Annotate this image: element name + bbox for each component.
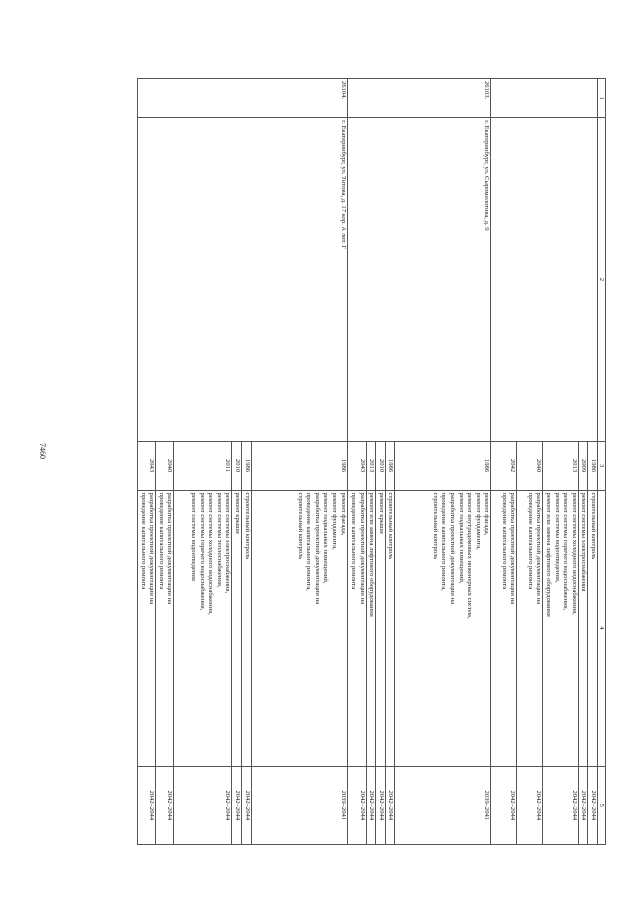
- work-line: разработка проектной документации на: [166, 492, 174, 605]
- period-cell: 2042–2044: [174, 766, 232, 844]
- work-line: разработка проектной документации на: [509, 492, 517, 605]
- period-cell: 2042–2044: [138, 766, 156, 844]
- work-line: ремонт системы холодного водоснабжения,: [570, 492, 578, 615]
- work-line: ремонт системы водоотведения,: [553, 492, 561, 583]
- period-cell: 2042–2044: [156, 766, 174, 844]
- page-number: 7460: [38, 443, 47, 459]
- work-line: ремонт системы горячего водоснабжения,: [562, 492, 570, 611]
- work-line: строительный контроль: [431, 492, 439, 560]
- work-line: ремонт или замена лифтового оборудования: [368, 492, 376, 617]
- work-line: строительный контроль: [590, 492, 597, 560]
- work-line: ремонт подвальных помещений,: [322, 492, 330, 584]
- work-line: ремонт системы теплоснабжения,: [215, 492, 223, 588]
- year-cell: 2043: [347, 441, 366, 490]
- period-cell: 2042–2044: [347, 766, 366, 844]
- row-number-cell: 26103.: [347, 79, 491, 118]
- year-cell: 1986: [395, 441, 491, 490]
- header-row: [598, 79, 606, 845]
- work-cell: [578, 490, 588, 766]
- work-cell: [491, 490, 517, 766]
- year-cell: 1986: [251, 441, 347, 490]
- year-cell: 1986: [242, 441, 252, 490]
- work-cell: [242, 490, 252, 766]
- work-line: ремонт крыши: [234, 492, 242, 534]
- address-cell: г. Екатеринбург, ул. Титова, д. 17 кор. А лит. Г: [138, 118, 348, 441]
- year-cell: 1986: [588, 441, 598, 490]
- header-cell: 2: [598, 118, 606, 441]
- period-cell: 2042–2044: [578, 766, 588, 844]
- work-cell: [395, 490, 491, 766]
- period-cell: 2042–2044: [376, 766, 386, 844]
- table-row: [251, 79, 347, 845]
- work-cell: [174, 490, 232, 766]
- work-cell: [232, 490, 242, 766]
- table-row: [395, 79, 491, 845]
- year-cell: 2043: [138, 441, 156, 490]
- row-number-cell: 26104.: [138, 79, 348, 118]
- header-cell: 1: [598, 79, 606, 118]
- period-cell: 2042–2044: [242, 766, 252, 844]
- year-cell: 1986: [385, 441, 395, 490]
- year-cell: 2010: [232, 441, 242, 490]
- work-line: ремонт системы электроснабжения: [580, 492, 588, 592]
- period-cell: 2042–2044: [366, 766, 376, 844]
- work-line: разработка проектной документации на: [313, 492, 321, 605]
- work-cell: [156, 490, 174, 766]
- capital-repair-table: [137, 78, 606, 845]
- work-line: ремонт системы водоотведения: [190, 492, 198, 581]
- work-line: ремонт системы электроснабжения,: [224, 492, 232, 594]
- year-cell: 2040: [517, 441, 543, 490]
- table-row: [588, 79, 598, 845]
- period-cell: 2042–2044: [385, 766, 395, 844]
- work-cell: [376, 490, 386, 766]
- period-cell: 2042–2044: [543, 766, 578, 844]
- year-cell: 2040: [156, 441, 174, 490]
- work-line: проведение капитального ремонта: [350, 492, 358, 590]
- rotated-table-container: [131, 78, 606, 845]
- work-line: ремонт внутридомовых инженерных систем,: [466, 492, 474, 619]
- work-line: строительный контроль: [243, 492, 251, 560]
- work-line: ремонт или замена лифтового оборудования: [545, 492, 553, 617]
- work-cell: [347, 490, 366, 766]
- work-line: ремонт фасада,: [483, 492, 491, 536]
- work-line: ремонт фасада,: [339, 492, 347, 536]
- work-line: проведение капитального ремонта,: [440, 492, 448, 591]
- header-cell: 4: [598, 490, 606, 766]
- work-line: разработка проектной документации на: [535, 492, 543, 605]
- year-cell: 2013: [366, 441, 376, 490]
- work-line: ремонт фундамента,: [331, 492, 339, 550]
- period-cell: 2039–2041: [251, 766, 347, 844]
- work-cell: [366, 490, 376, 766]
- work-line: ремонт подвальных помещений,: [457, 492, 465, 584]
- year-cell: 2013: [543, 441, 578, 490]
- work-line: проведение капитального ремонта: [157, 492, 165, 590]
- year-cell: 2011: [174, 441, 232, 490]
- period-cell: 2042–2044: [232, 766, 242, 844]
- header-cell: 3: [598, 441, 606, 490]
- period-cell: 2039–2041: [395, 766, 491, 844]
- work-line: ремонт системы холодного водоснабжения,: [207, 492, 215, 615]
- period-cell: 2042–2044: [588, 766, 598, 844]
- year-cell: 2009: [578, 441, 588, 490]
- work-cell: [251, 490, 347, 766]
- work-cell: [138, 490, 156, 766]
- work-line: разработка проектной документации на: [449, 492, 457, 605]
- work-line: ремонт фундамента,: [474, 492, 482, 550]
- work-cell: [588, 490, 598, 766]
- work-cell: [543, 490, 578, 766]
- work-line: строительный контроль: [387, 492, 395, 560]
- period-cell: 2042–2044: [517, 766, 543, 844]
- work-line: проведение капитального ремонта: [139, 492, 147, 590]
- work-line: проведение капитального ремонта,: [305, 492, 313, 591]
- work-cell: [517, 490, 543, 766]
- work-cell: [385, 490, 395, 766]
- work-line: разработка проектной документации на: [358, 492, 366, 605]
- year-cell: 2010: [376, 441, 386, 490]
- year-cell: 2042: [491, 441, 517, 490]
- address-cell: г. Екатеринбург, ул. Сыромолотова, д. 9: [347, 118, 491, 441]
- row-number-cell: [491, 79, 598, 118]
- work-line: проведение капитального ремонта: [526, 492, 534, 590]
- period-cell: 2042–2044: [491, 766, 517, 844]
- work-line: проведение капитального ремонта: [500, 492, 508, 590]
- work-line: строительный контроль: [296, 492, 304, 560]
- header-cell: 5: [598, 766, 606, 844]
- work-line: ремонт системы горячего водоснабжения,: [198, 492, 206, 611]
- work-line: разработка проектной документации на: [148, 492, 156, 605]
- address-cell: [491, 118, 598, 441]
- work-line: ремонт крыши: [377, 492, 385, 534]
